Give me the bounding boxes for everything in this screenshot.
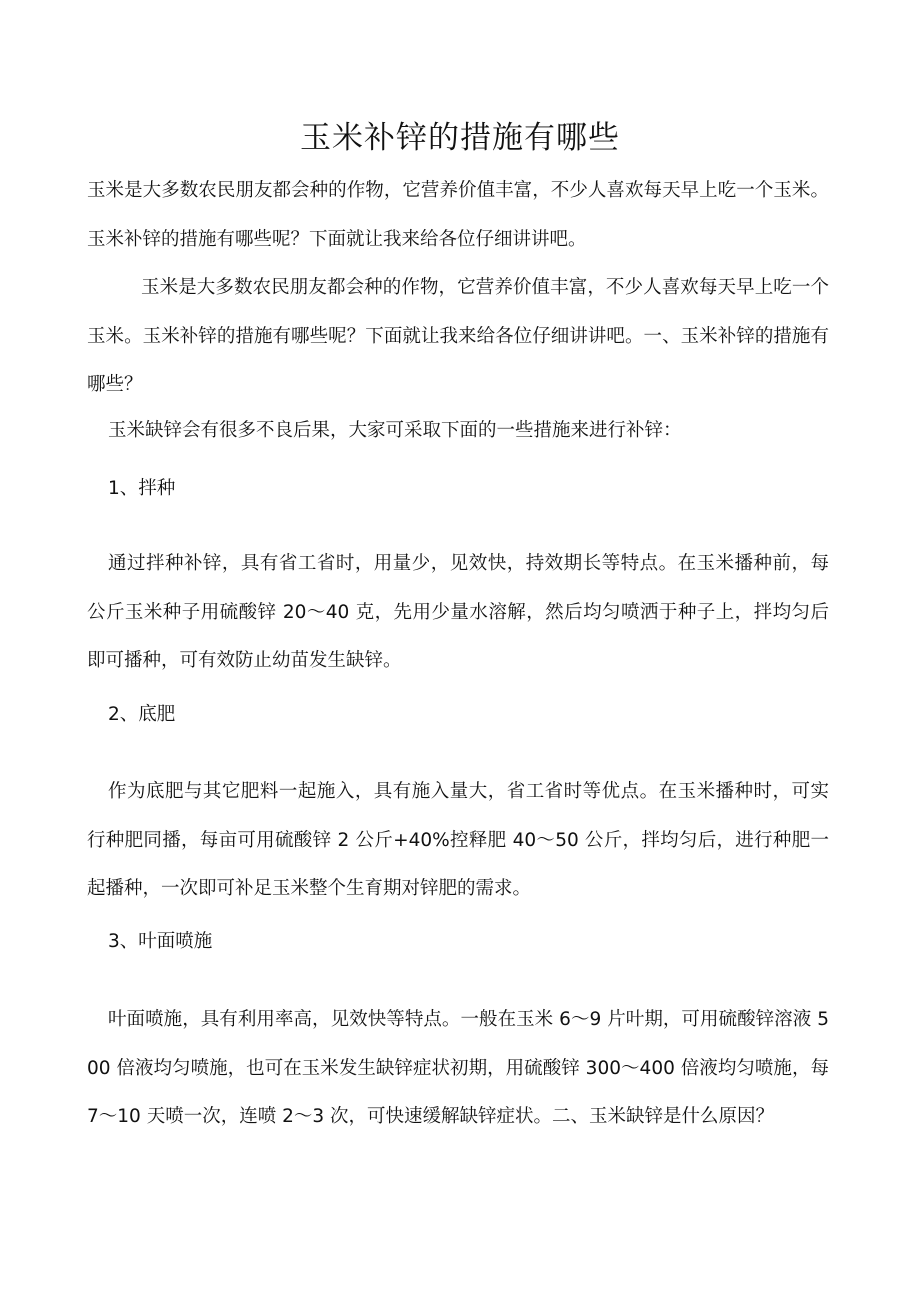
section-heading-base-fertilizer: 2、底肥 (108, 704, 176, 725)
section-heading-foliar-spray: 3、叶面喷施 (108, 931, 213, 952)
section-heading-seed-dressing: 1、拌种 (108, 478, 176, 499)
intro-paragraph: 玉米是大多数农民朋友都会种的作物，它营养价值丰富，不少人喜欢每天早上吃一个玉米。玉米补锌的措施有哪些呢？下面就让我来给各位仔细讲讲吧。 (87, 180, 829, 250)
document-title: 玉米补锌的措施有哪些 (300, 120, 620, 156)
section-body-foliar-spray: 叶面喷施，具有利用率高，见效快等特点。一般在玉米 6～9 片叶期，可用硫酸锌溶液 500 倍液均匀喷施，也可在玉米发生缺锌症状初期，用硫酸锌 300～400 倍液均匀喷施，每 7～10 天喷一次，连喷 2～3 次，可快速缓解缺锌症状。二、玉米缺锌是什么原因？ (87, 1009, 829, 1127)
lead-paragraph: 玉米缺锌会有很多不良后果，大家可采取下面的一些措施来进行补锌： (108, 420, 682, 441)
intro-repeat-paragraph: 玉米是大多数农民朋友都会种的作物，它营养价值丰富，不少人喜欢每天早上吃一个玉米。玉米补锌的措施有哪些呢？下面就让我来给各位仔细讲讲吧。一、玉米补锌的措施有哪些？ (87, 277, 829, 395)
section-body-seed-dressing: 通过拌种补锌，具有省工省时，用量少，见效快，持效期长等特点。在玉米播种前，每公斤玉米种子用硫酸锌 20～40 克，先用少量水溶解，然后均匀喷洒于种子上，拌均匀后即可播种，可有效防止幼苗发生缺锌。 (87, 553, 829, 671)
section-body-base-fertilizer: 作为底肥与其它肥料一起施入，具有施入量大，省工省时等优点。在玉米播种时，可实行种肥同播，每亩可用硫酸锌 2 公斤+40%控释肥 40～50 公斤，拌均匀后，进行种肥一起播种，一次即可补足玉米整个生育期对锌肥的需求。 (87, 781, 829, 899)
